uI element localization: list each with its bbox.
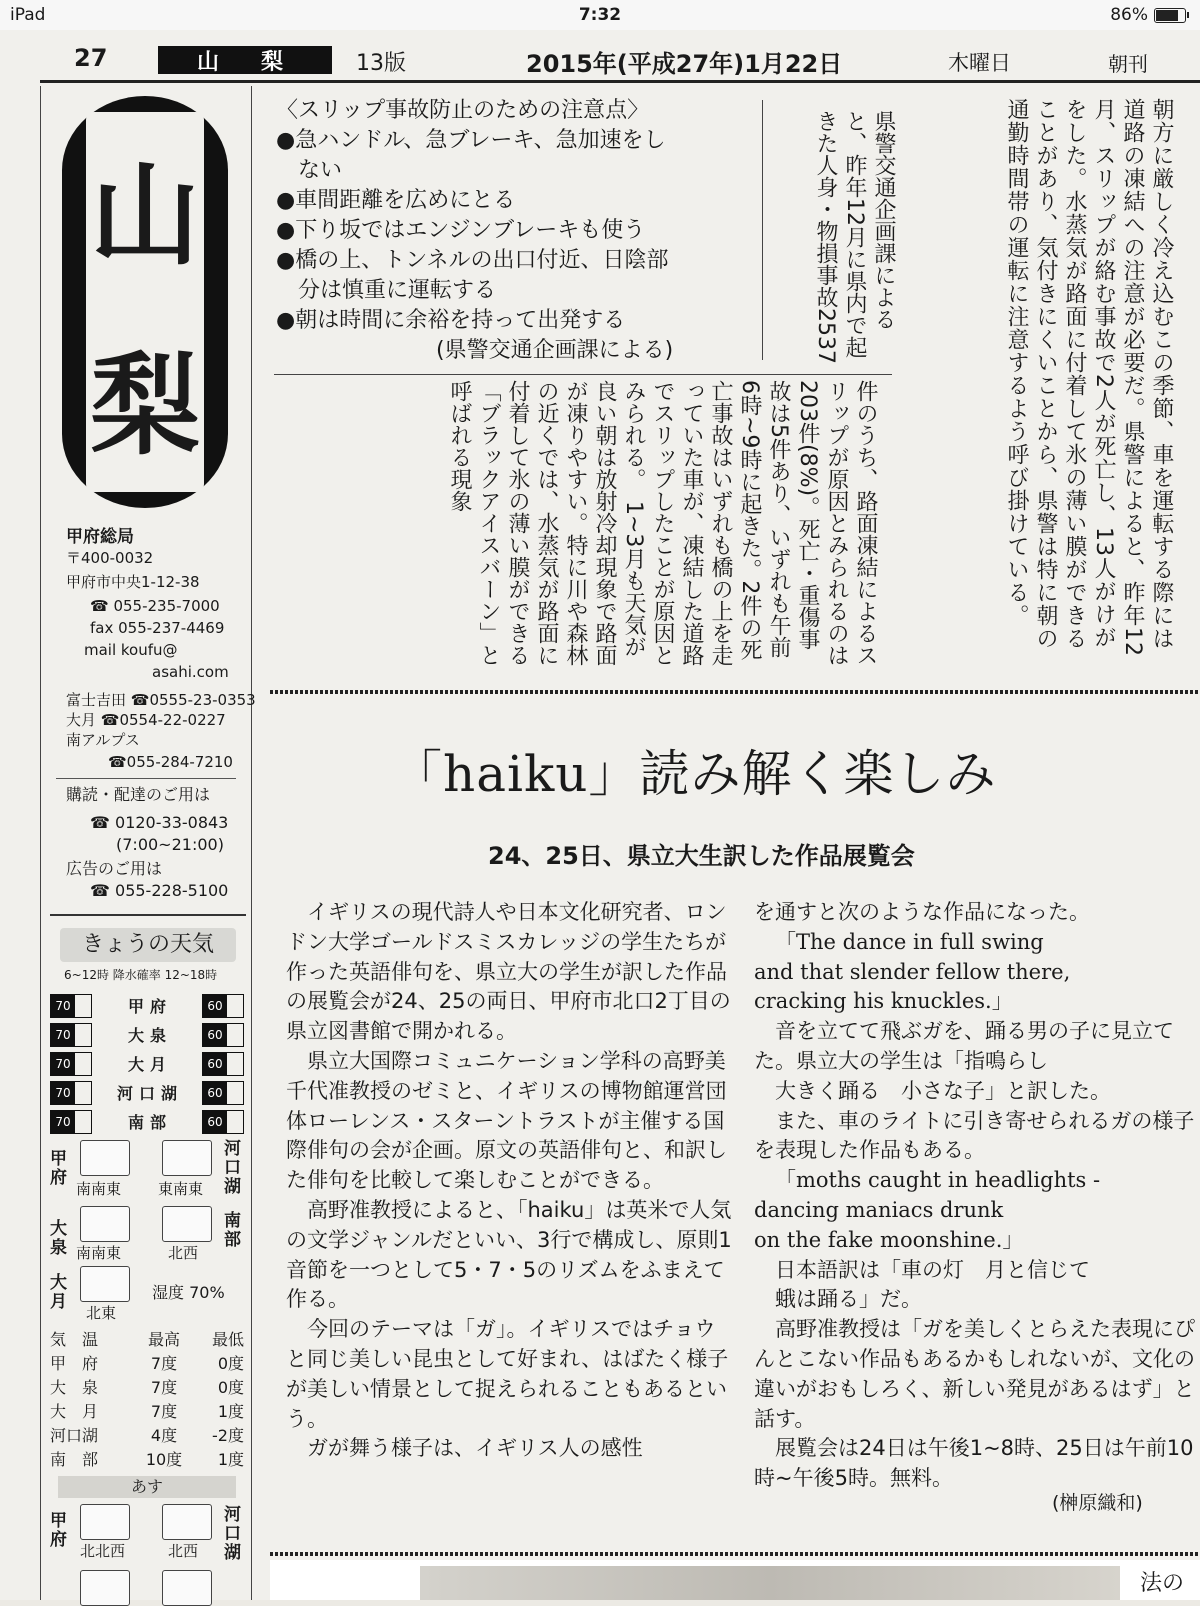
article-paragraph: 高野准教授は「ガを美しくとらえた表現にぴんとこない作品もあるかもしれないが、文化の違いがおもしろく、新しい発見があるはず」と話す。 bbox=[754, 1317, 1195, 1431]
cloud-icon bbox=[80, 1570, 130, 1606]
precip-am-value: 70 bbox=[51, 995, 75, 1017]
temp-header-row bbox=[50, 1326, 244, 1350]
sun-cloud-icon bbox=[80, 1504, 130, 1540]
temp-cell: 10度 bbox=[145, 1449, 183, 1469]
tips-source: (県警交通企画課による) bbox=[436, 338, 674, 363]
temperature-table bbox=[50, 1326, 244, 1470]
bureau-name: 甲府総局 bbox=[66, 527, 134, 547]
precip-am-value: 70 bbox=[51, 1082, 75, 1104]
masthead-char-2: 梨 bbox=[90, 341, 200, 470]
weather-loc-otsuki: 大月 bbox=[50, 1273, 67, 1312]
slip-article-col2: 県警交通企画課によると、昨年12月に県内で起きた人身・物損事故2537 bbox=[813, 110, 896, 364]
article-paragraph: on the fake moonshine.」 bbox=[754, 1227, 1024, 1252]
snow-cloud-icon bbox=[162, 1140, 212, 1176]
divider bbox=[56, 778, 236, 779]
precip-am-value: 70 bbox=[51, 1024, 75, 1046]
weather-loc-kawaguchiko: 河口湖 bbox=[224, 1505, 241, 1563]
battery-percent: 86% bbox=[1110, 5, 1148, 25]
precip-pm-value: 60 bbox=[203, 1082, 227, 1104]
weather-location: 大泉 bbox=[127, 1026, 172, 1045]
temp-cell: 大 月 bbox=[50, 1401, 99, 1421]
tip-line: ●急ハンドル、急ブレーキ、急加速をし bbox=[276, 128, 666, 153]
precip-am bbox=[50, 1052, 92, 1076]
wind-dir: 北東 bbox=[86, 1304, 117, 1322]
branch-line: 富士吉田 ☎0555-23-0353 bbox=[66, 691, 256, 709]
temp-cell: 1度 bbox=[217, 1401, 244, 1421]
wind-dir: 南南東 bbox=[76, 1180, 122, 1198]
temp-row bbox=[50, 1374, 244, 1398]
snow-cloud-icon bbox=[80, 1266, 130, 1302]
article-paragraph: 県立大国際コミュニケーション学科の高野美千代准教授のゼミと、イギリスの博物館運営団体ローレンス・スターントラストが主催する国際俳句の会が企画。原文の英語俳句と、和訳した俳句を比較して楽しむことができる。 bbox=[286, 1048, 727, 1193]
article-paragraph: and that slender fellow there, bbox=[754, 959, 1071, 984]
tomorrow-header: あす bbox=[58, 1476, 236, 1498]
weather-row bbox=[50, 1023, 246, 1045]
temp-cell: 1度 bbox=[217, 1449, 244, 1469]
weather-location: 大月 bbox=[127, 1055, 172, 1074]
wind-dir: 東南東 bbox=[158, 1180, 204, 1198]
temp-cell: 甲 府 bbox=[50, 1353, 99, 1373]
device-label: iPad bbox=[10, 5, 46, 25]
weather-location: 河口湖 bbox=[116, 1084, 183, 1103]
weekday: 木曜日 bbox=[948, 51, 1011, 75]
precip-pm-value: 60 bbox=[203, 1111, 227, 1133]
article-column-left bbox=[286, 898, 734, 1464]
article-paragraph: dancing maniacs drunk bbox=[754, 1197, 1004, 1222]
temp-cell: 最低 bbox=[211, 1329, 244, 1349]
masthead-char-1: 山 bbox=[90, 151, 200, 280]
article-paragraph: を通すと次のような作品になった。 bbox=[754, 900, 1090, 924]
temp-row bbox=[50, 1446, 244, 1470]
temp-cell: 7度 bbox=[150, 1401, 178, 1421]
section-rule bbox=[270, 690, 1200, 694]
photo-partial bbox=[420, 1566, 1120, 1600]
precip-pm-value: 60 bbox=[203, 1024, 227, 1046]
tip-line: ●橋の上、トンネルの出口付近、日陰部 bbox=[276, 248, 669, 273]
weather-row bbox=[50, 1052, 246, 1074]
article-paragraph: 展覧会は24日は午後1~8時、25日は午前10時~午後5時。無料。 bbox=[754, 1436, 1194, 1491]
weather-subtitle: 6~12時 降水確率 12~18時 bbox=[64, 968, 218, 982]
snow-cloud-icon bbox=[80, 1206, 130, 1242]
ad-tel: ☎ 055-228-5100 bbox=[90, 881, 229, 900]
article-paragraph: また、車のライトに引き寄せられるガの様子を表現した作品もある。 bbox=[754, 1108, 1195, 1163]
bureau-mail-domain: asahi.com bbox=[152, 663, 229, 681]
article-paragraph: 大きく踊る 小さな子」と訳した。 bbox=[754, 1078, 1111, 1103]
delivery-label: 購読・配達のご用は bbox=[66, 785, 211, 804]
weather-location: 南部 bbox=[127, 1113, 172, 1132]
precip-pm-value: 60 bbox=[203, 995, 227, 1017]
weather-loc-kofu: 甲府 bbox=[50, 1149, 67, 1188]
region-banner: 山 梨 bbox=[158, 46, 332, 74]
weather-loc-kawaguchiko: 河口湖 bbox=[224, 1139, 241, 1197]
page-number: 27 bbox=[74, 44, 108, 72]
precip-am bbox=[50, 1110, 92, 1134]
article-paragraph: 音を立てて飛ぶガを、踊る男の子に見立てた。県立大の学生は「指鳴らし bbox=[754, 1019, 1174, 1073]
tip-line: ●車間距離を広めにとる bbox=[276, 188, 516, 213]
weather-row bbox=[50, 994, 246, 1016]
bureau-address: 甲府市中央1-12-38 bbox=[66, 573, 200, 591]
precip-pm bbox=[202, 1023, 244, 1047]
tip-line: ●朝は時間に余裕を持って出発する bbox=[276, 308, 626, 333]
branch-line: 南アルプス bbox=[66, 731, 140, 749]
temp-cell: 0度 bbox=[217, 1353, 244, 1373]
sun-cloud-icon bbox=[162, 1570, 212, 1606]
section-rule bbox=[270, 1552, 1200, 1556]
ad-label: 広告のご用は bbox=[66, 859, 163, 878]
temp-cell: 0度 bbox=[217, 1377, 244, 1397]
article-paragraph: 日本語訳は「車の灯 月と信じて bbox=[775, 1257, 1090, 1282]
precip-am-value: 70 bbox=[51, 1053, 75, 1075]
branch-line: ☎055-284-7210 bbox=[108, 753, 233, 771]
precip-am bbox=[50, 994, 92, 1018]
header-rule bbox=[40, 80, 1200, 83]
subhead: 24、25日、県立大生訳した作品展覧会 bbox=[488, 842, 915, 870]
temp-cell: 4度 bbox=[150, 1425, 178, 1445]
article-paragraph: 「The dance in full swing bbox=[775, 929, 1044, 954]
tip-line: 分は慎重に運転する bbox=[276, 278, 497, 303]
weather-title: きょうの天気 bbox=[60, 928, 236, 962]
snow-cloud-icon bbox=[80, 1140, 130, 1176]
weather-loc-nanbu: 南部 bbox=[224, 1211, 241, 1250]
precip-am bbox=[50, 1081, 92, 1105]
article-paragraph: cracking his knuckles.」 bbox=[754, 989, 1013, 1014]
temp-cell: 最高 bbox=[147, 1329, 180, 1349]
divider bbox=[274, 374, 892, 375]
temp-row bbox=[50, 1398, 244, 1422]
temp-cell: 気 温 bbox=[50, 1329, 99, 1349]
slip-tips-box bbox=[276, 96, 746, 366]
weather-row bbox=[50, 1081, 246, 1103]
ios-status-bar bbox=[0, 0, 1200, 31]
sun-cloud-icon bbox=[162, 1504, 212, 1540]
delivery-hours: (7:00~21:00) bbox=[116, 835, 224, 854]
temp-cell: -2度 bbox=[212, 1425, 244, 1445]
tip-line: ●下り坂ではエンジンブレーキも使う bbox=[276, 218, 646, 243]
headline: 「haiku」読み解く楽しみ bbox=[392, 745, 997, 803]
snow-cloud-icon bbox=[162, 1206, 212, 1242]
article-paragraph: イギリスの現代詩人や日本文化研究者、ロンドン大学ゴールドスミスカレッジの学生たちが作った英語俳句を、県立大の学生が訳した作品の展覧会が24、25の両日、甲府市北口2丁目の県立図書館で開かれる。 bbox=[286, 900, 731, 1044]
masthead bbox=[86, 112, 204, 492]
wind-dir: 北北西 bbox=[80, 1542, 126, 1560]
wind-dir: 南南東 bbox=[76, 1244, 122, 1262]
humidity: 湿度 70% bbox=[152, 1283, 225, 1302]
article-paragraph: 蛾は踊る」だ。 bbox=[754, 1287, 922, 1312]
byline: (榊原織和) bbox=[1052, 1492, 1143, 1514]
article-paragraph: 今回のテーマは「ガ」。イギリスではチョウと同じ美しい昆虫として好まれ、はばたく様子が美しい情景として捉えられることもあるという。 bbox=[286, 1317, 729, 1431]
temp-cell: 南 部 bbox=[50, 1449, 99, 1469]
article-column-right bbox=[754, 898, 1200, 1494]
bureau-fax: fax 055-237-4469 bbox=[90, 619, 225, 637]
temp-cell: 大 泉 bbox=[50, 1377, 99, 1397]
tip-line: ない bbox=[276, 158, 343, 183]
temp-cell: 7度 bbox=[150, 1353, 178, 1373]
issue-date: 2015年(平成27年)1月22日 bbox=[526, 50, 843, 78]
bureau-tel: ☎ 055-235-7000 bbox=[90, 597, 220, 615]
clock: 7:32 bbox=[578, 5, 622, 25]
slip-article-col1: 朝方に厳しく冷え込むこの季節、車を運転する際には道路の凍結への注意が必要だ。県警によると、昨年12月、スリップが絡む事故で2人が死亡し、13人がけがをした。水蒸気が路面に付着して氷の薄い膜ができることがあり、気付きにくいことから、県警は特に朝の通勤時間帯の運転に注意するよう呼び掛けている。 bbox=[1004, 98, 1174, 657]
edition-label: 朝刊 bbox=[1108, 52, 1148, 76]
next-article-fragment: 法の bbox=[1140, 1571, 1185, 1596]
weather-location: 甲府 bbox=[127, 997, 172, 1016]
delivery-tel: ☎ 0120-33-0843 bbox=[90, 813, 229, 832]
weather-loc-kofu: 甲府 bbox=[50, 1511, 67, 1550]
precip-am bbox=[50, 1023, 92, 1047]
temp-cell: 河口湖 bbox=[50, 1425, 99, 1445]
bureau-mail: mail koufu@ bbox=[84, 641, 178, 659]
battery-fill bbox=[1156, 10, 1178, 21]
temp-row bbox=[50, 1422, 244, 1446]
slip-article-col3: 件のうち、路面凍結によるスリップが原因とみられるのは203件(8%)。死亡・重傷事故は5件あり、いずれも午前6時~9時に起きた。2件の死亡事故はいずれも橋の上を走っていた車が、凍結した道路でスリップしたことが原因とみられる。 1~3月も天気が良い朝は放射冷却現象で路面が凍りやすい。特に川や森林の近くでは、水蒸気が路面に付着して氷の薄い膜ができる「ブラックアイスバーン」と呼ばれる現象 bbox=[447, 380, 878, 666]
weather-row bbox=[50, 1110, 246, 1132]
precip-pm bbox=[202, 1081, 244, 1105]
precip-pm bbox=[202, 1052, 244, 1076]
battery-icon bbox=[1154, 8, 1186, 23]
divider bbox=[762, 100, 763, 360]
weather-loc-oizumi: 大泉 bbox=[50, 1219, 67, 1258]
edition: 13版 bbox=[356, 51, 406, 76]
bureau-postal: 〒400-0032 bbox=[66, 549, 154, 567]
precip-pm-value: 60 bbox=[203, 1053, 227, 1075]
temp-cell: 7度 bbox=[150, 1377, 178, 1397]
article-paragraph: ガが舞う様子は、イギリス人の感性 bbox=[307, 1436, 643, 1461]
branch-line: 大月 ☎0554-22-0227 bbox=[66, 711, 226, 729]
precip-am-value: 70 bbox=[51, 1111, 75, 1133]
precip-pm bbox=[202, 994, 244, 1018]
article-paragraph: 「moths caught in headlights - bbox=[775, 1168, 1101, 1193]
wind-dir: 北西 bbox=[168, 1244, 199, 1262]
tips-title: 〈スリップ事故防止のための注意点〉 bbox=[276, 98, 650, 123]
divider bbox=[50, 914, 246, 916]
article-paragraph: 高野准教授によると、「haiku」は英米で人気の文学ジャンルだといい、3行で構成し、原則1音節を一つとして5・7・5のリズムをふまえて作る。 bbox=[286, 1197, 732, 1312]
wind-dir: 北西 bbox=[168, 1542, 199, 1560]
temp-row bbox=[50, 1350, 244, 1374]
precip-pm bbox=[202, 1110, 244, 1134]
